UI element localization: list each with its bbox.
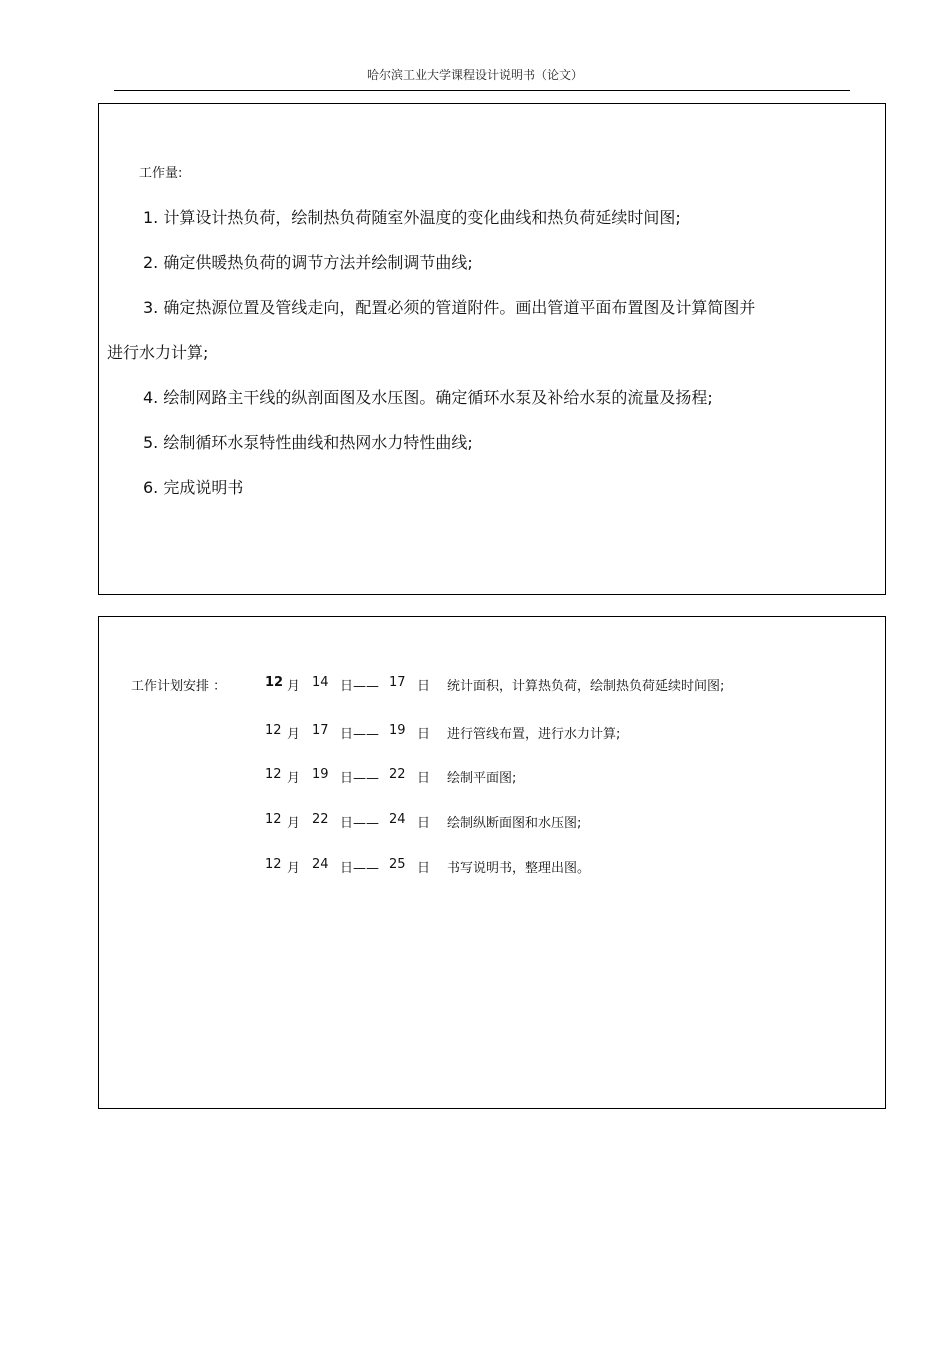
workload-item-1: 1. 计算设计热负荷，绘制热负荷随室外温度的变化曲线和热负荷延续时间图; <box>143 208 681 227</box>
day-unit-range <box>340 812 379 831</box>
day-unit: 日 <box>417 771 431 786</box>
day-unit: 日 <box>417 679 431 694</box>
schedule-task: 统计面积，计算热负荷，绘制热负荷延续时间图; <box>447 679 725 694</box>
workload-item-4: 4. 绘制网路主干线的纵剖面图及水压图。确定循环水泵及补给水泵的流量及扬程; <box>143 388 713 407</box>
schedule-month: 12 <box>265 812 282 827</box>
schedule-start-day: 19 <box>312 767 329 782</box>
day-unit-range <box>340 675 379 694</box>
range-separator: —— <box>353 861 380 876</box>
schedule-start-day: 14 <box>312 675 329 690</box>
schedule-start-day: 24 <box>312 857 329 872</box>
month-unit: 月 <box>287 679 301 694</box>
schedule-start-day: 17 <box>312 723 329 738</box>
schedule-box <box>98 616 886 1109</box>
workload-item-5: 5. 绘制循环水泵特性曲线和热网水力特性曲线; <box>143 433 473 452</box>
workload-item-2: 2. 确定供暖热负荷的调节方法并绘制调节曲线; <box>143 253 473 272</box>
schedule-end-day: 24 <box>389 812 406 827</box>
schedule-end-day: 25 <box>389 857 406 872</box>
range-separator: —— <box>353 679 380 694</box>
range-separator: —— <box>353 771 380 786</box>
schedule-month: 12 <box>265 857 282 872</box>
schedule-start-day: 22 <box>312 812 329 827</box>
day-unit: 日 <box>417 861 431 876</box>
schedule-end-day: 19 <box>389 723 406 738</box>
header-divider <box>114 90 850 91</box>
day-unit: 日 <box>340 771 354 786</box>
schedule-task: 绘制平面图; <box>447 771 517 786</box>
day-unit: 日 <box>340 727 354 742</box>
page-header-title: 哈尔滨工业大学课程设计说明书（论文） <box>366 68 583 82</box>
day-unit: 日 <box>417 816 431 831</box>
month-unit: 月 <box>287 861 301 876</box>
workload-box <box>98 103 886 595</box>
workload-label: 工作量: <box>139 166 183 181</box>
schedule-task: 书写说明书，整理出图。 <box>447 861 591 876</box>
month-unit: 月 <box>287 727 301 742</box>
month-unit: 月 <box>287 771 301 786</box>
schedule-label: 工作计划安排 ： <box>131 679 227 694</box>
day-unit-range <box>340 857 379 876</box>
schedule-month: 12 <box>265 675 284 690</box>
day-unit-range <box>340 767 379 786</box>
range-separator: —— <box>353 727 380 742</box>
schedule-end-day: 22 <box>389 767 406 782</box>
day-unit: 日 <box>340 816 354 831</box>
month-unit: 月 <box>287 816 301 831</box>
day-unit: 日 <box>340 679 354 694</box>
schedule-end-day: 17 <box>389 675 406 690</box>
day-unit-range <box>340 723 379 742</box>
schedule-month: 12 <box>265 723 282 738</box>
workload-item-6: 6. 完成说明书 <box>143 478 244 497</box>
day-unit: 日 <box>340 861 354 876</box>
schedule-month: 12 <box>265 767 282 782</box>
workload-item-3-continued: 进行水力计算; <box>107 343 209 362</box>
schedule-task: 绘制纵断面图和水压图; <box>447 816 582 831</box>
range-separator: —— <box>353 816 380 831</box>
workload-item-3: 3. 确定热源位置及管线走向，配置必须的管道附件。画出管道平面布置图及计算简图并 <box>143 298 756 317</box>
day-unit: 日 <box>417 727 431 742</box>
schedule-task: 进行管线布置，进行水力计算; <box>447 727 621 742</box>
